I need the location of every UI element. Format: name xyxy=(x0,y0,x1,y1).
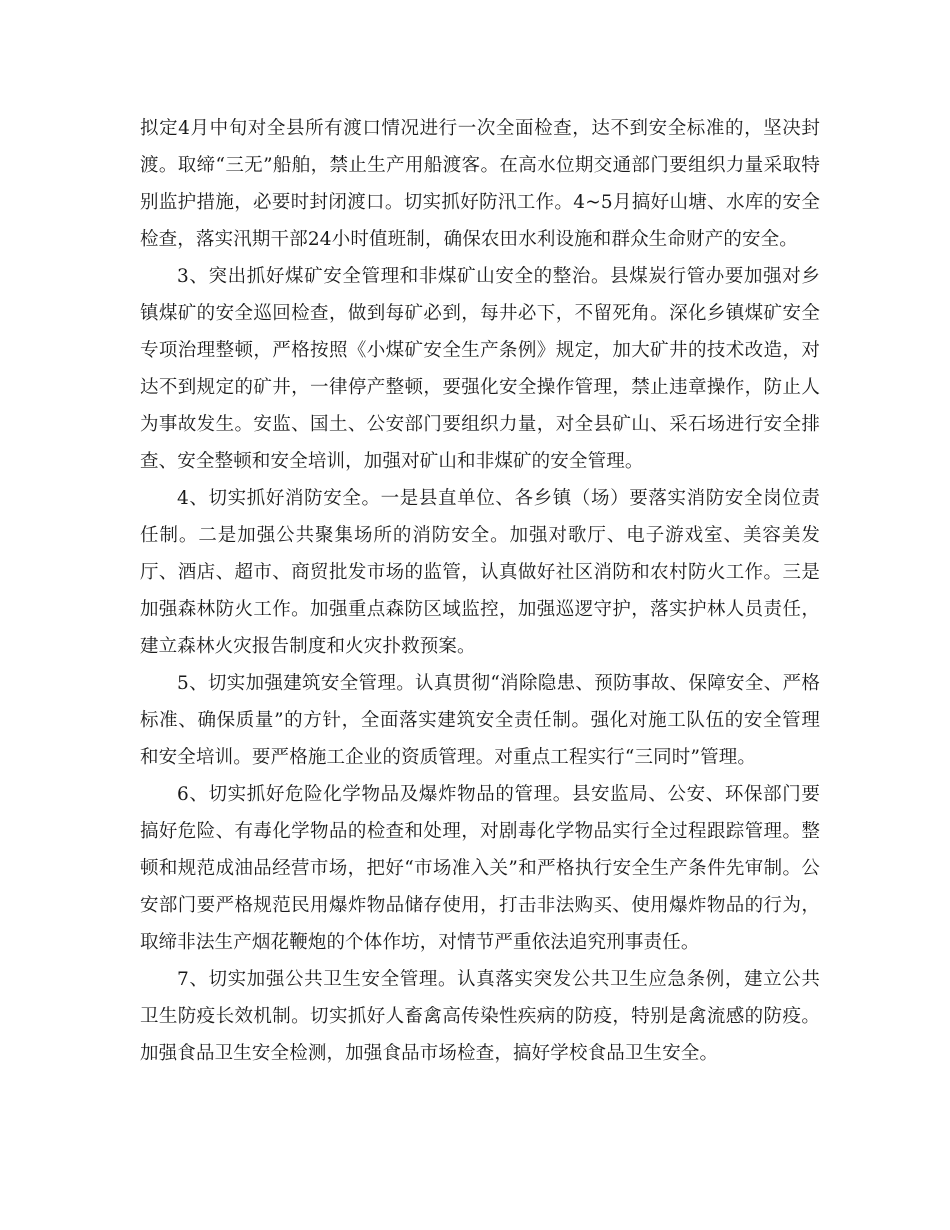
paragraph-construction-safety: 5、切实加强建筑安全管理。认真贯彻“消除隐患、预防事故、保障安全、严格标准、确保质量”的方针，全面落实建筑安全责任制。强化对施工队伍的安全管理和安全培训。要严格施工企业的资质管理。对重点工程实行“三同时”管理。 xyxy=(140,673,820,768)
paragraph-hazardous-chemicals: 6、切实抓好危险化学物品及爆炸物品的管理。县安监局、公安、环保部门要搞好危险、有毒化学物品的检查和处理，对剧毒化学物品实行全过程跟踪管理。整顿和规范成油品经营市场，把好“市场准入关”和严格执行安全生产条件先审制。公安部门要严格规范民用爆炸物品储存使用，打击非法购买、使用爆炸物品的行为，取缔非法生产烟花鞭炮的个体作坊，对情节严重依法追究刑事责任。 xyxy=(140,784,820,953)
document-body xyxy=(140,110,820,1072)
paragraph-coal-mine-safety: 3、突出抓好煤矿安全管理和非煤矿山安全的整治。县煤炭行管办要加强对乡镇煤矿的安全巡回检查，做到每矿必到，每井必下，不留死角。深化乡镇煤矿安全专项治理整顿，严格按照《小煤矿安全生产条例》规定，加大矿井的技术改造，对达不到规定的矿井，一律停产整顿，要强化安全操作管理，禁止违章操作，防止人为事故发生。安监、国土、公安部门要组织力量，对全县矿山、采石场进行安全排查、安全整顿和安全培训，加强对矿山和非煤矿的安全管理。 xyxy=(140,266,820,472)
paragraph-ferry-inspection: 拟定4月中旬对全县所有渡口情况进行一次全面检查，达不到安全标准的，坚决封渡。取缔“三无”船舶，禁止生产用船渡客。在高水位期交通部门要组织力量采取特别监护措施，必要时封闭渡口。切实抓好防汛工作。4~5月搞好山塘、水库的安全检查，落实汛期干部24小时值班制，确保农田水利设施和群众生命财产的安全。 xyxy=(140,118,820,250)
paragraph-fire-safety: 4、切实抓好消防安全。一是县直单位、各乡镇（场）要落实消防安全岗位责任制。二是加强公共聚集场所的消防安全。加强对歌厅、电子游戏室、美容美发厅、酒店、超市、商贸批发市场的监管，认真做好社区消防和农村防火工作。三是加强森林防火工作。加强重点森防区域监控，加强巡逻守护，落实护林人员责任，建立森林火灾报告制度和火灾扑救预案。 xyxy=(140,488,820,657)
paragraph-public-health: 7、切实加强公共卫生安全管理。认真落实突发公共卫生应急条例，建立公共卫生防疫长效机制。切实抓好人畜禽高传染性疾病的防疫，特别是禽流感的防疫。加强食品卫生安全检测，加强食品市场检查，搞好学校食品卫生安全。 xyxy=(140,969,820,1064)
